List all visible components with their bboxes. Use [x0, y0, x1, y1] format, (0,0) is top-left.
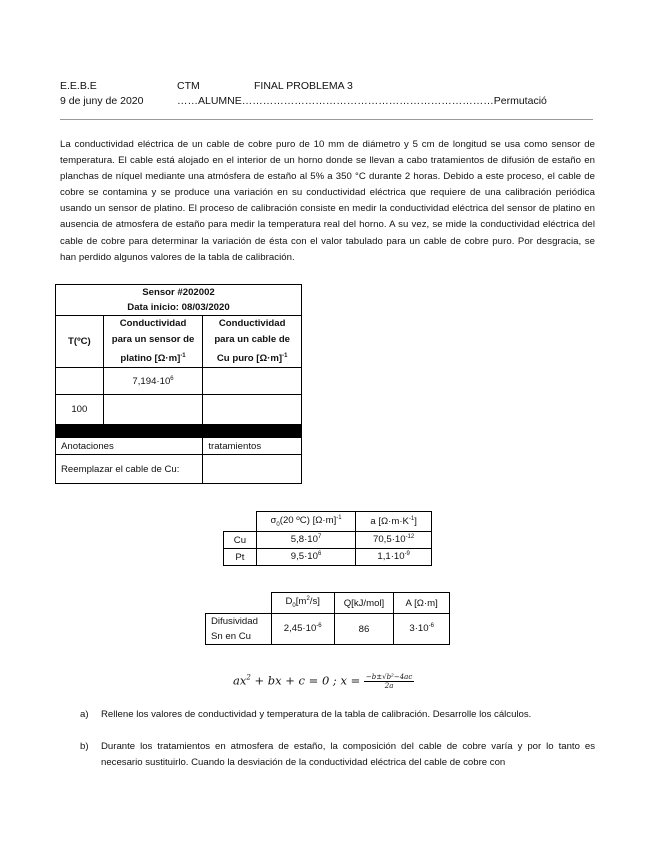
calibration-table-title	[56, 285, 302, 316]
school-name: E.E.B.E	[60, 80, 97, 92]
col-temperature: T(ºC)	[56, 316, 104, 368]
exam-title: FINAL PROBLEMA 3	[254, 80, 353, 92]
properties-table	[223, 511, 432, 566]
header-d0: $D_0[m^2/s]$	[271, 593, 334, 614]
row-label-cu: Cu	[224, 532, 257, 549]
student-line: ……ALUMNE………………………………………………………………Permutació	[177, 95, 547, 107]
row-label-sn-cu: Difusividad Sn en Cu	[206, 614, 272, 645]
sensor-id: Sensor #202002	[142, 287, 215, 298]
subject-code: CTM	[177, 80, 200, 92]
replace-cable-label: Reemplazar el cable de Cu:	[56, 455, 203, 484]
separator-row	[56, 425, 302, 438]
question-b: b) Durante los tratamientos en atmosfera de estaño, la composición del cable de cobre varía y por lo tanto es necesario sustituirlo. Cuando la desviación de la conductividad eléctrica del cable de cobre con	[80, 741, 595, 768]
treatments-label: tratamientos	[203, 438, 302, 455]
q-value: 86	[334, 614, 394, 645]
replace-cable-value[interactable]	[203, 455, 302, 484]
cell-t-row1[interactable]	[56, 368, 104, 395]
cell-pt-row2[interactable]	[103, 395, 203, 425]
col-pt-conductivity: Conductividad para un sensor de platino $[\Omega\cdot m]^{-1}$	[103, 316, 203, 368]
header-a: A [Ω·m]	[394, 593, 450, 614]
start-date: Data inicio: 08/03/2020	[127, 302, 230, 313]
exam-date: 9 de juny de 2020	[60, 95, 144, 107]
cell-t-row2: 100	[56, 395, 104, 425]
header-q: Q[kJ/mol]	[334, 593, 394, 614]
intro-paragraph: La conductividad eléctrica de un cable de cobre puro de 10 mm de diámetro y 5 cm de longitud se usa como sensor de temperatura. El cable está alojado en el interior de un horno donde se llevan a cabo tratamientos de difusión de estaño en planchas de níquel mediante una atmósfera de estaño al 5% a 350 °C durante 2 horas. Debido a este proceso, el cable de cobre se contamina y se produce una variación en su conductividad eléctrica que requiere de una calibración periódica usando un sensor de platino. El proceso de calibración consiste en medir la conductividad eléctrica del sensor de platino en ausencia de atmosfera de estaño para medir la temperatura real del horno. A su vez, se mide la conductividad eléctrica del cable de cobre para determinar la variación de ésta con el valor tabulado para un cable de cobre puro. Por desgracia, se han perdido algunos valores de la tabla de calibración.	[60, 139, 595, 263]
calibration-table	[55, 284, 302, 484]
quadratic-formula: $ax^2$ + bx + c = 0 ; x = $\frac{\text{−b±√b²−4ac}}{2a}$	[233, 673, 413, 690]
header-sigma: $\sigma_0(20$ ºC) $[\Omega\cdot m]^{-1}$	[256, 512, 355, 532]
row-label-pt: Pt	[224, 549, 257, 566]
header-divider	[60, 119, 593, 120]
cell-pt-row1: $7,194\cdot 10^6$	[103, 368, 203, 395]
cu-sigma: $5,8\cdot 10^7$	[256, 532, 355, 549]
header-alpha: a $[\Omega\cdot m\cdot K^{-1}]$	[356, 512, 432, 532]
formula-fraction: $\frac{\text{−b±√b²−4ac}}{2a}$	[365, 673, 413, 690]
question-a: a) Rellene los valores de conductividad y temperatura de la tabla de calibración. Desarrolle los cálculos.	[80, 709, 532, 720]
d0-value: $2,45\cdot 10^{-6}$	[271, 614, 334, 645]
pt-sigma: $9,5\cdot 10^6$	[256, 549, 355, 566]
cell-cu-row1[interactable]	[203, 368, 302, 395]
pt-alpha: $1,1\cdot 10^{-9}$	[356, 549, 432, 566]
diffusivity-table	[205, 592, 450, 645]
cell-cu-row2[interactable]	[203, 395, 302, 425]
a-value: $3\cdot 10^{-6}$	[394, 614, 450, 645]
col-cu-conductivity: Conductividad para un cable de Cu puro $[\Omega\cdot m]^{-1}$	[203, 316, 302, 368]
annotations-label: Anotaciones	[56, 438, 203, 455]
cu-alpha: $70,5\cdot 10^{-12}$	[356, 532, 432, 549]
